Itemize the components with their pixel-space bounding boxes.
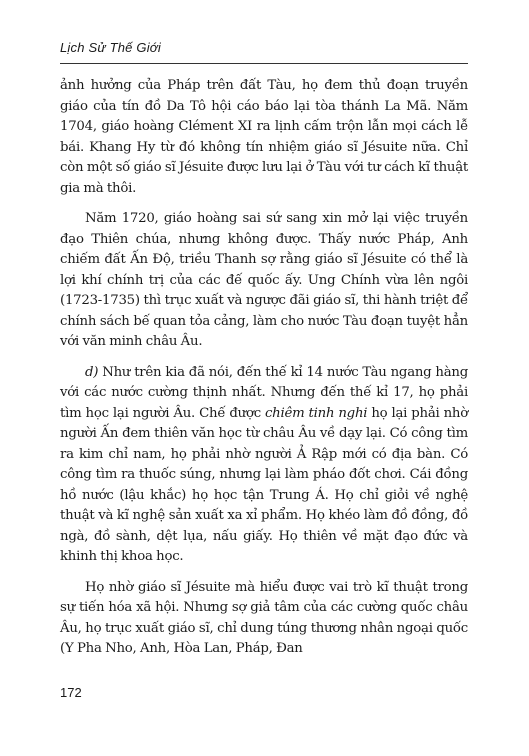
paragraph-2: Năm 1720, giáo hoàng sai sứ sang xin mở lại việc truyền đạo Thiên chúa, nhưng không được. Thấy nước Pháp, Anh chiếm đất Ấn Độ, triều Thanh sợ rằng giáo sĩ Jésuite có thể là lợi khí chính trị của các đế quốc ấy. Ung Chính vừa lên ngôi (1723-1735) thì trục xuất và ngược đãi giáo sĩ, thi hành triệt để chính sách bế quan tỏa cảng, làm cho nước Tàu đoạn tuyệt hẳn với văn minh châu Âu. bbox=[60, 211, 468, 349]
section-label: d) bbox=[85, 364, 99, 380]
page-number: 172 bbox=[60, 685, 82, 700]
paragraph-3-text-b: họ lại phải nhờ người Ấn đem thiên văn học từ châu Âu về dạy lại. Có công tìm ra kim chỉ nam, họ phải nhờ người Ả Rập mới có địa bàn. Có công tìm ra thuốc súng, nhưng lại làm pháo đốt chơi. Cái đồng hồ nước (lậu khắc) họ học tận Trung Á. Họ chỉ giỏi về nghệ thuật và kĩ nghệ sản xuất xa xỉ phẩm. Họ khéo làm đồ đồng, đồ ngà, đồ sành, dệt lụa, nấu giấy. Họ thiên về mặt đạo đức và khinh thị khoa học. bbox=[60, 405, 468, 564]
running-header-title: Lịch Sử Thế Giới bbox=[60, 40, 161, 55]
paragraph-4: Họ nhờ giáo sĩ Jésuite mà hiểu được vai trò kĩ thuật trong sự tiến hóa xã hội. Nhưng sợ giả tâm của các cường quốc châu Âu, họ trục xuất giáo sĩ, chỉ dung túng thương nhân ngoại quốc (Y Pha Nho, Anh, Hòa Lan, Pháp, Đan bbox=[60, 579, 468, 656]
page-body bbox=[60, 76, 468, 670]
paragraph-1: ảnh hưởng của Pháp trên đất Tàu, họ đem thủ đoạn truyền giáo của tín đồ Da Tô hội cáo báo lại tòa thánh La Mã. Năm 1704, giáo hoàng Clément XI ra lịnh cấm trộn lẫn mọi cách lễ bái. Khang Hy từ đó không tín nhiệm giáo sĩ Jésuite nữa. Chỉ còn một số giáo sĩ Jésuite được lưu lại ở Tàu với tư cách kĩ thuật gia mà thôi. bbox=[60, 78, 468, 196]
header-divider bbox=[60, 63, 468, 64]
paragraph-3 bbox=[60, 363, 468, 568]
paragraph-3-text-a: Như trên kia đã nói, đến thế kỉ 14 nước Tàu ngang hàng với các nước cường thịnh nhất. Nhưng đến thế kỉ 17, họ phải tìm học lại người Âu. Chế được bbox=[60, 364, 468, 421]
paragraph-3-emphasis: chiêm tinh nghi bbox=[264, 405, 368, 421]
